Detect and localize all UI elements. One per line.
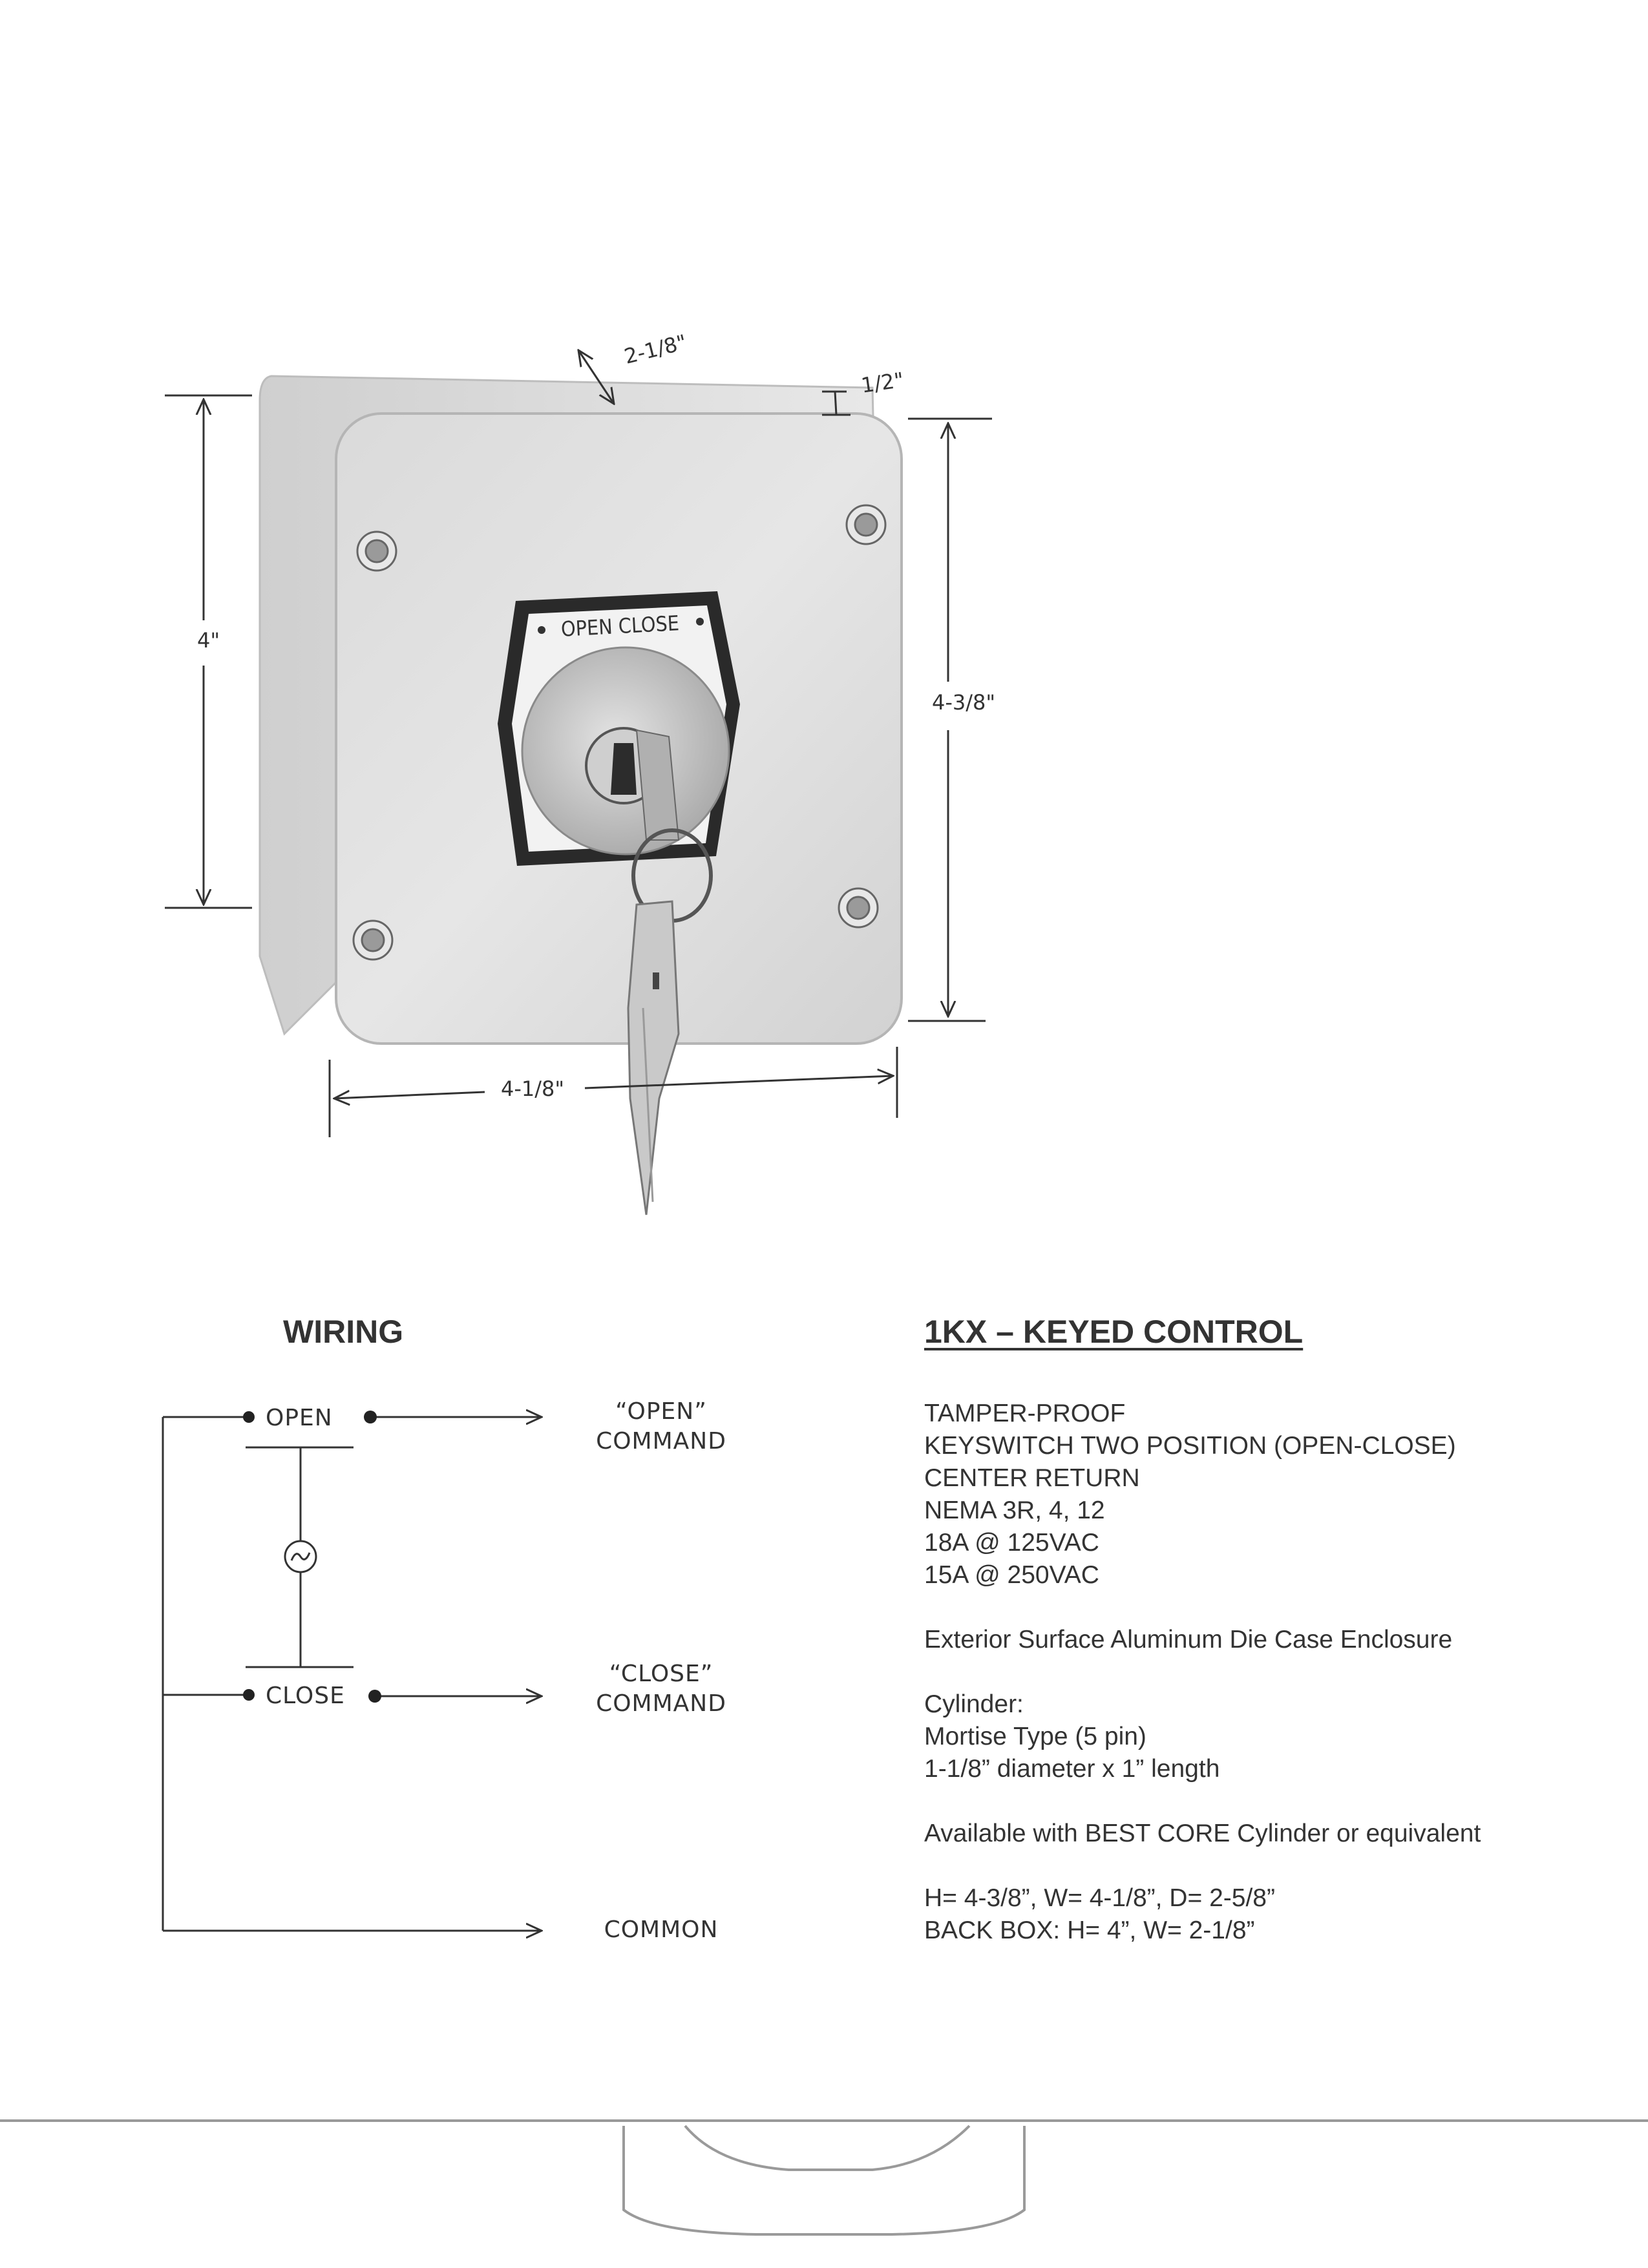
spec-line: H= 4-3/8”, W= 4-1/8”, D= 2-5/8” (924, 1884, 1275, 1912)
spec-line: TAMPER-PROOF (924, 1400, 1126, 1427)
spec-list (924, 1398, 1609, 1947)
spec-line: KEYSWITCH TWO POSITION (OPEN-CLOSE) (924, 1432, 1456, 1460)
wiring-heading: WIRING (283, 1314, 404, 1350)
spec-line: 15A @ 250VAC (924, 1561, 1099, 1589)
dim-height-label: 4" (197, 628, 220, 653)
spec-line: 1-1/8” diameter x 1” length (924, 1755, 1220, 1783)
switch-label: OPEN CLOSE (560, 611, 680, 642)
product-title: 1KX – KEYED CONTROL (924, 1314, 1304, 1350)
terminal-open-in (243, 1411, 255, 1423)
spec-line: Cylinder: (924, 1690, 1024, 1718)
spec-line: NEMA 3R, 4, 12 (924, 1496, 1105, 1524)
dim-width-label: 4-1/8" (501, 1076, 565, 1101)
spec-line (924, 1656, 1609, 1688)
terminal-open-out (364, 1411, 377, 1423)
spec-line (924, 1591, 1609, 1624)
spec-line (924, 1850, 1609, 1882)
close-command-label: “CLOSE” COMMAND (596, 1661, 726, 1717)
spec-line: 18A @ 125VAC (924, 1529, 1099, 1557)
spec-line: Available with BEST CORE Cylinder or equivalent (924, 1820, 1481, 1847)
open-command-label: “OPEN” COMMAND (596, 1398, 726, 1454)
spec-line: CENTER RETURN (924, 1464, 1140, 1492)
spec-line: Exterior Surface Aluminum Die Case Enclosure (924, 1626, 1453, 1654)
open-terminal-label: OPEN (266, 1405, 333, 1431)
spec-line (924, 1785, 1609, 1818)
common-label: COMMON (604, 1916, 719, 1943)
spec-line: BACK BOX: H= 4”, W= 2-1/8” (924, 1916, 1255, 1944)
page-bottom-edge (0, 2121, 1648, 2234)
spec-line: Mortise Type (5 pin) (924, 1723, 1146, 1750)
terminal-close-out (368, 1690, 381, 1703)
dim-depth-label: 2-1/8" (622, 330, 690, 369)
dim-plate-height-label: 4-3/8" (932, 690, 996, 715)
wiring-diagram (163, 1417, 542, 1931)
close-terminal-label: CLOSE (266, 1683, 345, 1709)
dim-cover-label: 1/2" (860, 367, 905, 398)
terminal-close-in (243, 1689, 255, 1701)
